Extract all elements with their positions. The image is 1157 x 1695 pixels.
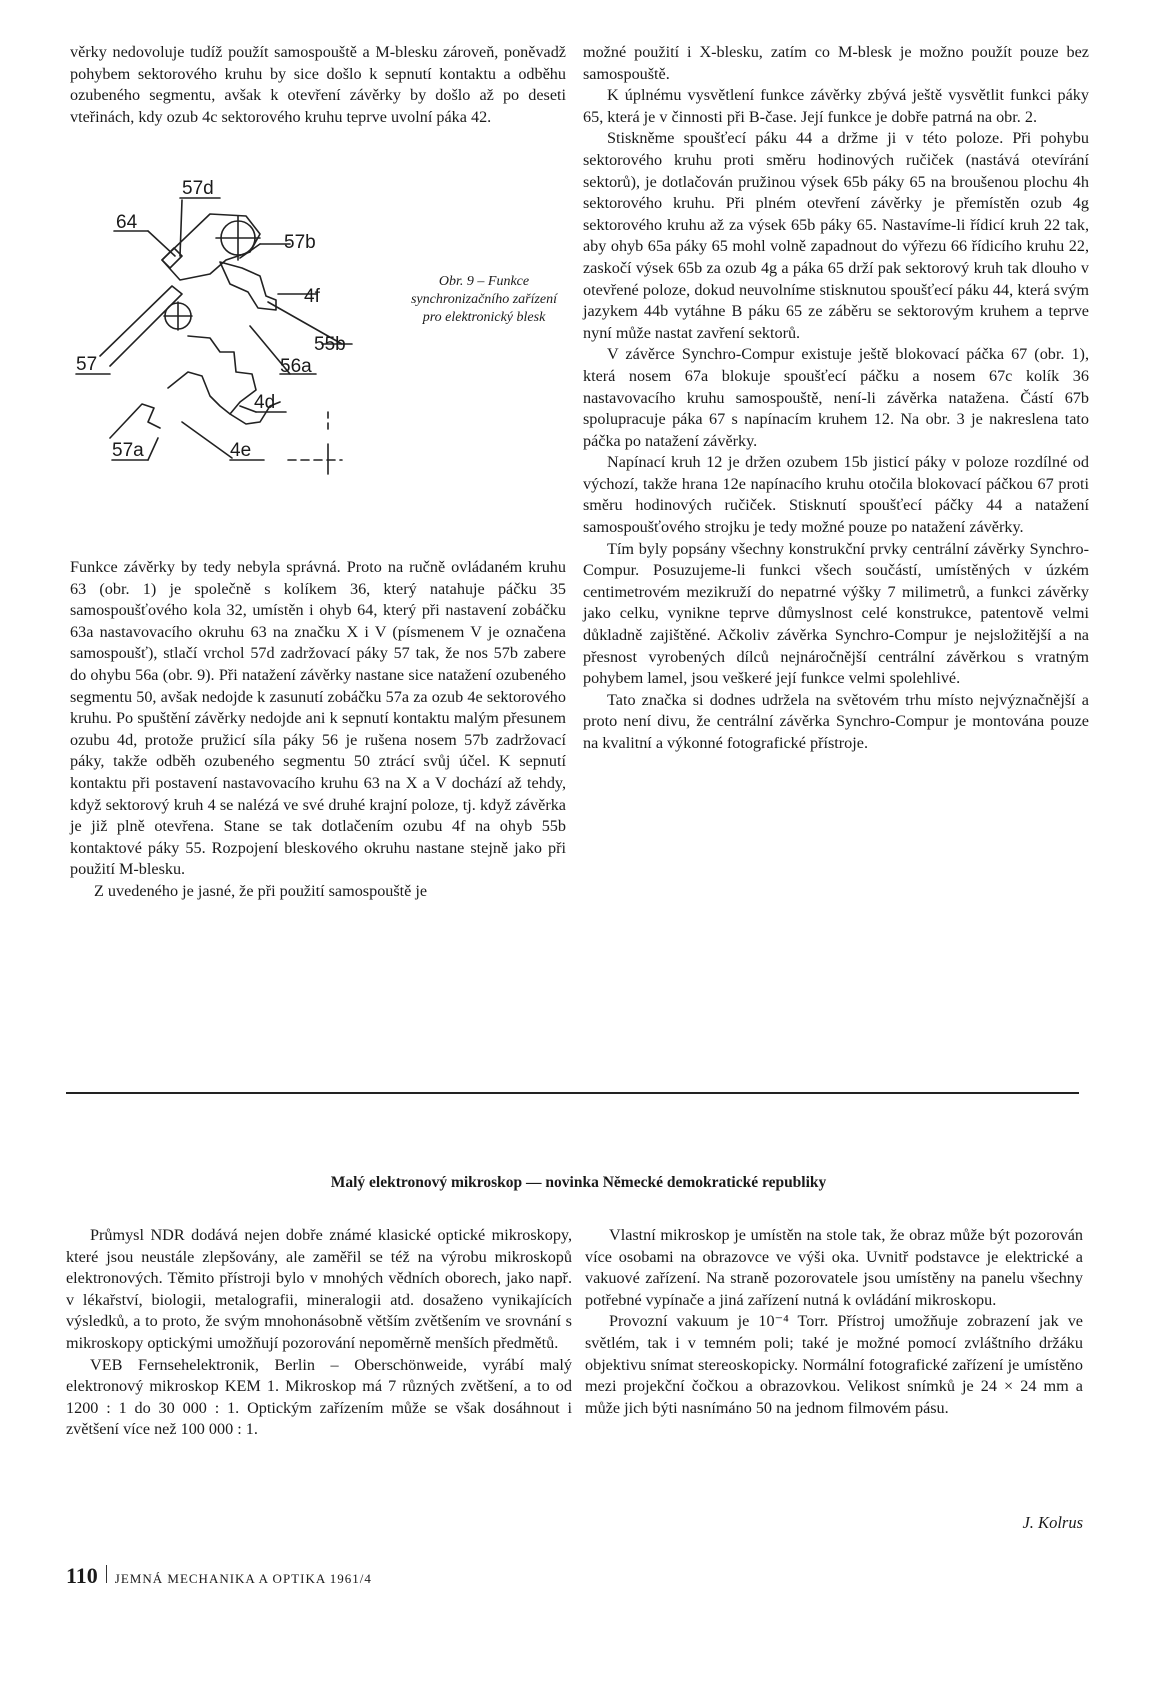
paragraph: Průmysl NDR dodává nejen dobře známé klasické optické mikroskopy, které jsou neustále zlepšovány, ale zaměřil se též na výrobu mikroskopů elektronových. Těmito přístroji bylo v mnohých vědních oborech, jako např. v lékařství, biologii, metalografii, mineralogii atd. dosaženo vynikajících výsledků, a to proto, že svým mnohonásobně větším zvětšením ve srovnání s mikroskopy optickými umožňují pozorování nepoměrně menších předmětů. (66, 1226, 572, 1352)
article-title: Malý elektronový mikroskop — novinka Německé demokratické republiky (330, 1174, 827, 1191)
fig-label-57: 57 (76, 354, 98, 375)
paragraph: V závěrce Synchro-Compur existuje ještě blokovací páčka 67 (obr. 1), která nosem 67a blokuje spoušťecí páčku a nosem 67c kolík 36 nastavovacího kruhu samospouště, není-li závěrka natažena. Částí 67b spolupracuje páka 67 s napínacím kruhem 12. Na obr. 3 je nakreslena tato páčka po natažení závěrky. (583, 345, 1089, 450)
fig-label-64: 64 (116, 212, 138, 233)
fig-label-4d: 4d (254, 392, 276, 413)
fig-label-55b: 55b (314, 334, 346, 355)
paragraph: Tato značka si dodnes udržela na světovém trhu místo nejvýznačnější a proto není divu, že centrální závěrka Synchro-Compur je montována pouze na kvalitní a výkonné fotografické přístroje. (583, 690, 1089, 752)
article-right-column (585, 1225, 1083, 1419)
fig-label-57a: 57a (112, 440, 144, 461)
paragraph: VEB Fernsehelektronik, Berlin – Oberschönweide, vyrábí malý elektronový mikroskop KEM 1. Mikroskop má 7 různých zvětšení, a to od 1200 : 1 do 30 000 : 1. Optickým zařízením může se však dosáhnout i zvětšení více než 100 000 : 1. (66, 1355, 572, 1439)
paragraph: věrky nedovoluje tudíž použít samospouště a M-blesku zároveň, poněvadž pohybem sektorového kruhu by sice došlo k sepnutí kontaktu a odběhu ozubeného segmentu, avšak k otevření závěrky by došlo až po deseti vteřinách, kdy ozub 4c sektorového kruhu teprve uvolní páka 42. (70, 43, 566, 126)
left-column-top (70, 42, 566, 128)
paragraph: Tím byly popsány všechny konstrukční prvky centrální závěrky Synchro-Compur. Posuzujeme-li funkci všech součástí, umístěných v úzkém centimetrovém mezikruží do nepatrné výšky 7 milimetrů, a funkci závěrky jako celku, vynikne teprve důmyslnost celé konstrukce, patentově velmi důkladně zajištěné. Ačkoliv závěrka Synchro-Compur je nejsložitější a na přesnost vyrobených dílců nejnáročnější centrální závěrkou s vratným pohybem lamel, jsou veškeré její funkce velmi spolehlivé. (583, 539, 1089, 688)
fig-label-56a: 56a (280, 356, 312, 377)
paragraph: Provozní vakuum je 10⁻⁴ Torr. Přístroj umožňuje zobrazení jak ve světlém, tak i v temném poli; také je možné pomocí zvláštního držáku objektivu snímat stereoskopicky. Normální fotografické zařízení je umístěno mezi projekční čočkou a obrazovkou. Velikost snímků je 24 × 24 mm a může jich býti nasnímáno 50 na jednom filmovém pásu. (585, 1312, 1083, 1417)
paragraph: Napínací kruh 12 je držen ozubem 15b jisticí páky v poloze rozdílné od výchozí, takže hrana 12e napínacího kruhu otočila blokovací páčkou 67 proti směru hodinových ručiček. Stisknutí spoušťecí páčky 44 a natažení samospoušťového strojku je tedy možné pouze po natažení závěrky. (583, 453, 1089, 537)
shutter-mechanism-drawing (70, 176, 566, 516)
paragraph: možné použití i X-blesku, zatím co M-blesk je možno použít pouze bez samospouště. (583, 43, 1089, 83)
article-author: J. Kolrus (1022, 1513, 1083, 1532)
page-footer (66, 1563, 372, 1589)
paragraph: Vlastní mikroskop je umístěn na stole tak, že obraz může být pozorován více osobami na obrazovce ve výši oka. Uvnitř podstavce je elektrické a vakuové zařízení. Na straně pozorovatele jsou umístěny na panelu všechny potřebné vypínače a jiná zařízení nutná k ovládání mikroskopu. (585, 1226, 1083, 1309)
left-column-middle (70, 557, 566, 903)
footer-separator (106, 1565, 107, 1583)
figure-caption: Obr. 9 – Funkce synchronizačního zařízení pro elektronický blesk (410, 274, 558, 325)
fig-label-4f: 4f (304, 286, 320, 307)
journal-name: JEMNÁ MECHANIKA A OPTIKA 1961/4 (114, 1571, 372, 1586)
fig-label-57b: 57b (284, 232, 316, 253)
section-divider (66, 1092, 1079, 1094)
paragraph: Z uvedeného je jasné, že při použití samospouště je (94, 881, 428, 900)
article-left-column (66, 1225, 572, 1441)
paragraph: K úplnému vysvětlení funkce závěrky zbývá ještě vysvětlit funkci páky 65, která je v činnosti při B-čase. Její funkce je dobře patrná na obr. 2. (583, 86, 1089, 126)
right-column-top (583, 42, 1089, 755)
figure-9 (70, 176, 566, 516)
page-number: 110 (66, 1563, 98, 1588)
paragraph: Stiskněme spoušťecí páku 44 a držme ji v této poloze. Při pohybu sektorového kruhu proti směru hodinových ručiček (nastává otevírání sektorů), je dotlačován pružinou výsek 65b páky 65 na broušenou plochu 4h sektorového kruhu. Při plném otevření závěrky je přemístěn ozub 4g sektorového kruhu až za výsek 65b páky 65. Nastavíme-li řídicí kruh 22 tak, aby ohyb 65a páky 65 mohl volně zapadnout do výřezu 66 řídicího kruhu 22, zaskočí výsek 65b za ozub 4g a páka 65 drží pak sektorový kruh tak dlouho v otevřené poloze, dokud neuvolníme stisknutou spoušťecí páku 44, která svým jazykem 44b vytáhne B páku 65 ze záběru se sektorovým kruhem a teprve nyní může nastat zavření sektorů. (583, 129, 1089, 342)
fig-label-57d: 57d (182, 178, 214, 199)
fig-label-4e: 4e (230, 440, 252, 461)
paragraph: Funkce závěrky by tedy nebyla správná. Proto na ručně ovládaném kruhu 63 (obr. 1) je společně s kolíkem 36, který natahuje páčku 35 samospoušťového kola 32, umístěn i ohyb 64, který při nastavení zobáčku 63a nastavovacího okruhu 63 na značku X i V (písmenem V je označena samospoušť), stlačí vrchol 57d zadržovací páky 57 tak, že nos 57b zabere do ohybu 56a (obr. 9). Při natažení závěrky nastane sice natažení ozubeného segmentu 50, avšak nedojde k zasunutí zobáčku 57a za ozub 4e sektorového kruhu. Po spuštění závěrky nedojde ani k sepnutí kontaktu malým přesunem ozubu 4d, protože pružicí síla páky 56 je rušena nosem 57b zadržovací páky, takže odběh ozubeného segmentu 50 ztrácí svůj účel. K sepnutí kontaktu při postavení nastavovacího kruhu 63 na X a V dochází až tehdy, když sektorový kruh 4 se nalézá ve své druhé krajní poloze, tj. když závěrka je již plně otevřena. Stane se tak dotlačením ozubu 4f na ohyb 55b kontaktové páky 55. Rozpojení bleskového okruhu nastane stejně jako při použití M-blesku. (70, 558, 566, 879)
